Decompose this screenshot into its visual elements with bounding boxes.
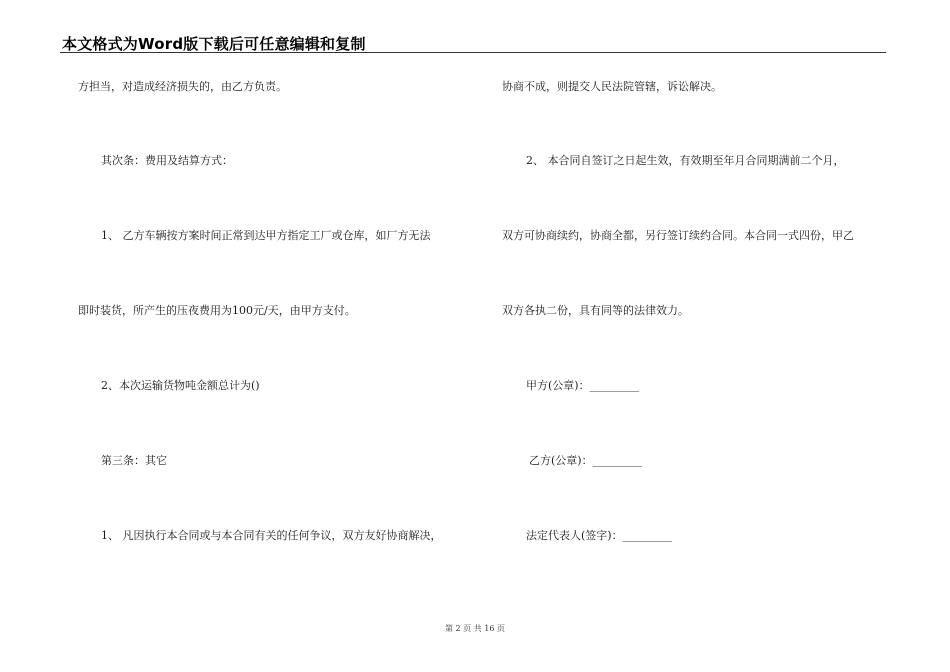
left-line-5: 2、本次运输货物吨金额总计为() bbox=[101, 379, 260, 392]
right-line-4: 双方各执二份，具有同等的法律效力。 bbox=[502, 304, 689, 317]
right-line-2: 2、 本合同自签订之日起生效，有效期至年月合同期满前二个月， bbox=[526, 154, 845, 167]
left-line-6: 第三条：其它 bbox=[101, 454, 167, 467]
page-number-footer: 第 2 页 共 16 页 bbox=[445, 624, 505, 633]
left-line-7: 1、 凡因执行本合同或与本合同有关的任何争议，双方友好协商解决， bbox=[101, 529, 442, 542]
party-b-seal-line: 乙方(公章)：_________ bbox=[529, 454, 643, 467]
right-line-1: 协商不成，则提交人民法院管辖，诉讼解决。 bbox=[502, 80, 722, 93]
left-line-2: 其次条：费用及结算方式： bbox=[101, 154, 233, 167]
header-divider bbox=[60, 52, 886, 53]
left-line-3: 1、 乙方车辆按方案时间正常到达甲方指定工厂或仓库，如厂方无法 bbox=[101, 229, 431, 242]
party-a-seal-line: 甲方(公章)：_________ bbox=[526, 379, 640, 392]
document-header-title: 本文格式为Word版下载后可任意编辑和复制 bbox=[62, 35, 366, 53]
left-line-4: 即时装货，所产生的压夜费用为100元/天，由甲方支付。 bbox=[78, 304, 356, 317]
left-line-1: 方担当，对造成经济损失的，由乙方负责。 bbox=[78, 80, 287, 93]
legal-representative-signature-line: 法定代表人(签字)：_________ bbox=[526, 529, 673, 542]
right-line-3: 双方可协商续约，协商全都，另行签订续约合同。本合同一式四份，甲乙 bbox=[502, 229, 854, 242]
